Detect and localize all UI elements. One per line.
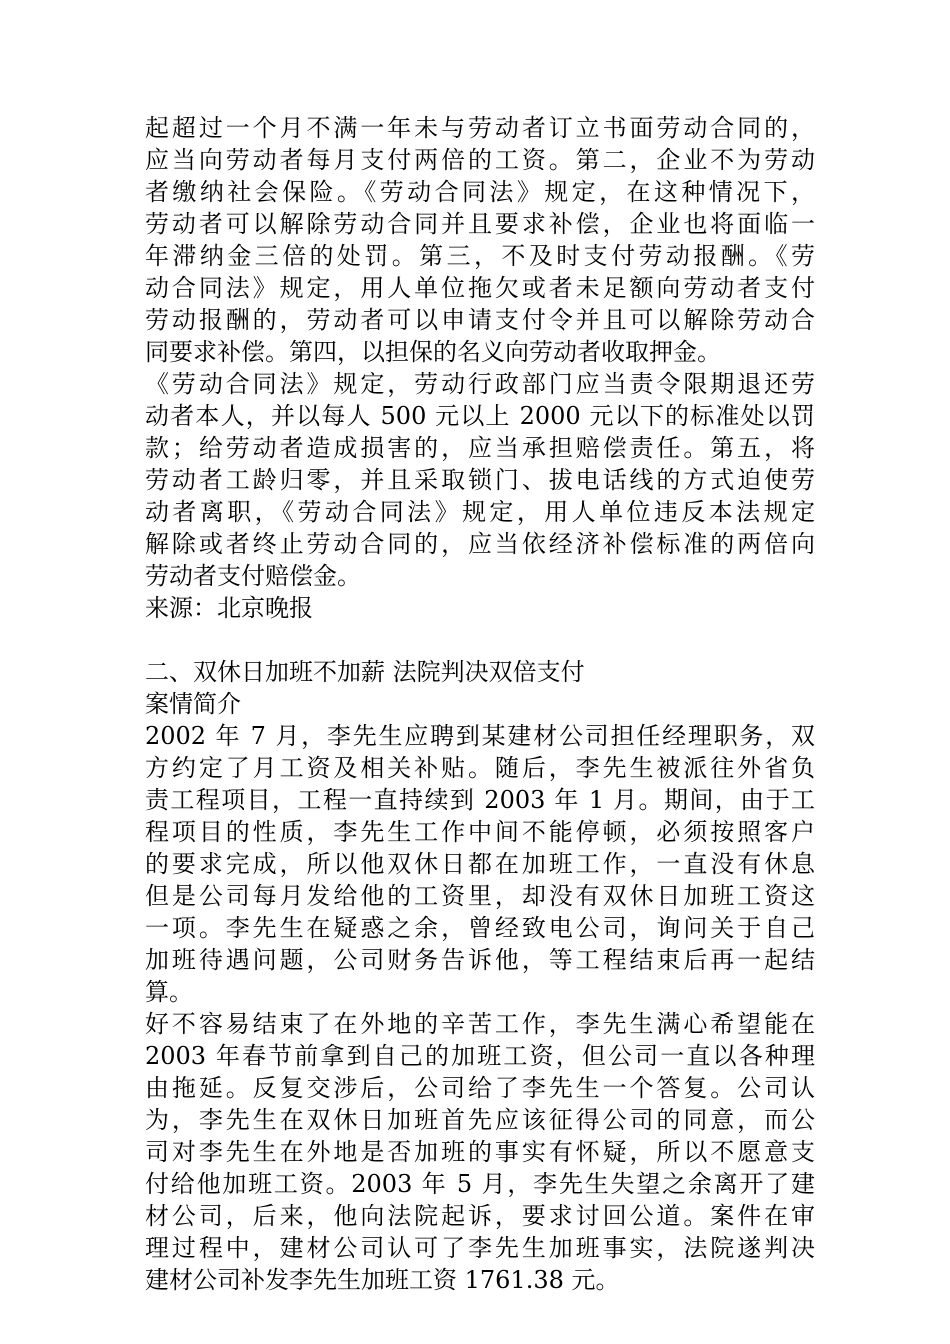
text-line: 起超过一个月不满一年未与劳动者订立书面劳动合同的， [145,114,815,142]
text-line: 加班待遇问题，公司财务告诉他，等工程结束后再一起结 [145,946,815,974]
text-line: 劳动报酬的，劳动者可以申请支付令并且可以解除劳动合 [145,306,815,334]
text-line: 动合同法》规定，用人单位拖欠或者未足额向劳动者支付 [145,274,815,302]
text-line: 的要求完成，所以他双休日都在加班工作，一直没有休息 [145,850,815,878]
text-line: 动者离职，《劳动合同法》规定，用人单位违反本法规定 [145,498,815,526]
text-line: 2002 年 7 月，李先生应聘到某建材公司担任经理职务，双 [145,722,815,750]
paragraph-labor-law [145,112,815,592]
text-line: 一项。李先生在疑惑之余，曾经致电公司，询问关于自己 [145,914,815,942]
section-title: 二、双休日加班不加薪 法院判决双倍支付 [145,658,585,686]
text-line: 劳动者支付赔偿金。 [145,562,361,590]
text-line: 算。 [145,978,193,1006]
text-line: 责工程项目，工程一直持续到 2003 年 1 月。期间，由于工 [145,786,815,814]
source-line: 来源：北京晚报 [145,594,313,622]
text-line: 材公司，后来，他向法院起诉，要求讨回公道。案件在审 [145,1202,815,1230]
text-line: 付给他加班工资。2003 年 5 月，李先生失望之余离开了建 [145,1170,815,1198]
paragraph-case-summary [145,720,815,1008]
text-line: 劳动者可以解除劳动合同并且要求补偿，企业也将面临一 [145,210,815,238]
text-line: 动者本人，并以每人 500 元以上 2000 元以下的标准处以罚 [145,402,815,430]
text-line: 理过程中，建材公司认可了李先生加班事实，法院遂判决 [145,1234,815,1262]
paragraph-case-outcome [145,1008,815,1296]
text-line: 由拖延。反复交涉后，公司给了李先生一个答复。公司认 [145,1074,815,1102]
text-line: 好不容易结束了在外地的辛苦工作，李先生满心希望能在 [145,1010,815,1038]
text-line: 同要求补偿。第四，以担保的名义向劳动者收取押金。 [145,338,721,366]
text-line: 2003 年春节前拿到自己的加班工资，但公司一直以各种理 [145,1042,815,1070]
text-line: 劳动者工龄归零，并且采取锁门、拔电话线的方式迫使劳 [145,466,815,494]
blank-line [145,624,815,656]
document-body [145,112,815,1296]
text-line: 者缴纳社会保险。《劳动合同法》规定，在这种情况下， [145,178,815,206]
text-line: 《劳动合同法》规定，劳动行政部门应当责令限期退还劳 [145,370,815,398]
text-line: 但是公司每月发给他的工资里，却没有双休日加班工资这 [145,882,815,910]
text-line: 方约定了月工资及相关补贴。随后，李先生被派往外省负 [145,754,815,782]
text-line: 应当向劳动者每月支付两倍的工资。第二，企业不为劳动 [145,146,815,174]
text-line: 为，李先生在双休日加班首先应该征得公司的同意，而公 [145,1106,815,1134]
text-line: 款；给劳动者造成损害的，应当承担赔偿责任。第五，将 [145,434,815,462]
text-line: 程项目的性质，李先生工作中间不能停顿，必须按照客户 [145,818,815,846]
text-line: 建材公司补发李先生加班工资 1761.38 元。 [145,1266,620,1294]
text-line: 年滞纳金三倍的处罚。第三，不及时支付劳动报酬。《劳 [145,242,815,270]
section-subtitle: 案情简介 [145,690,241,718]
text-line: 司对李先生在外地是否加班的事实有怀疑，所以不愿意支 [145,1138,815,1166]
text-line: 解除或者终止劳动合同的，应当依经济补偿标准的两倍向 [145,530,815,558]
